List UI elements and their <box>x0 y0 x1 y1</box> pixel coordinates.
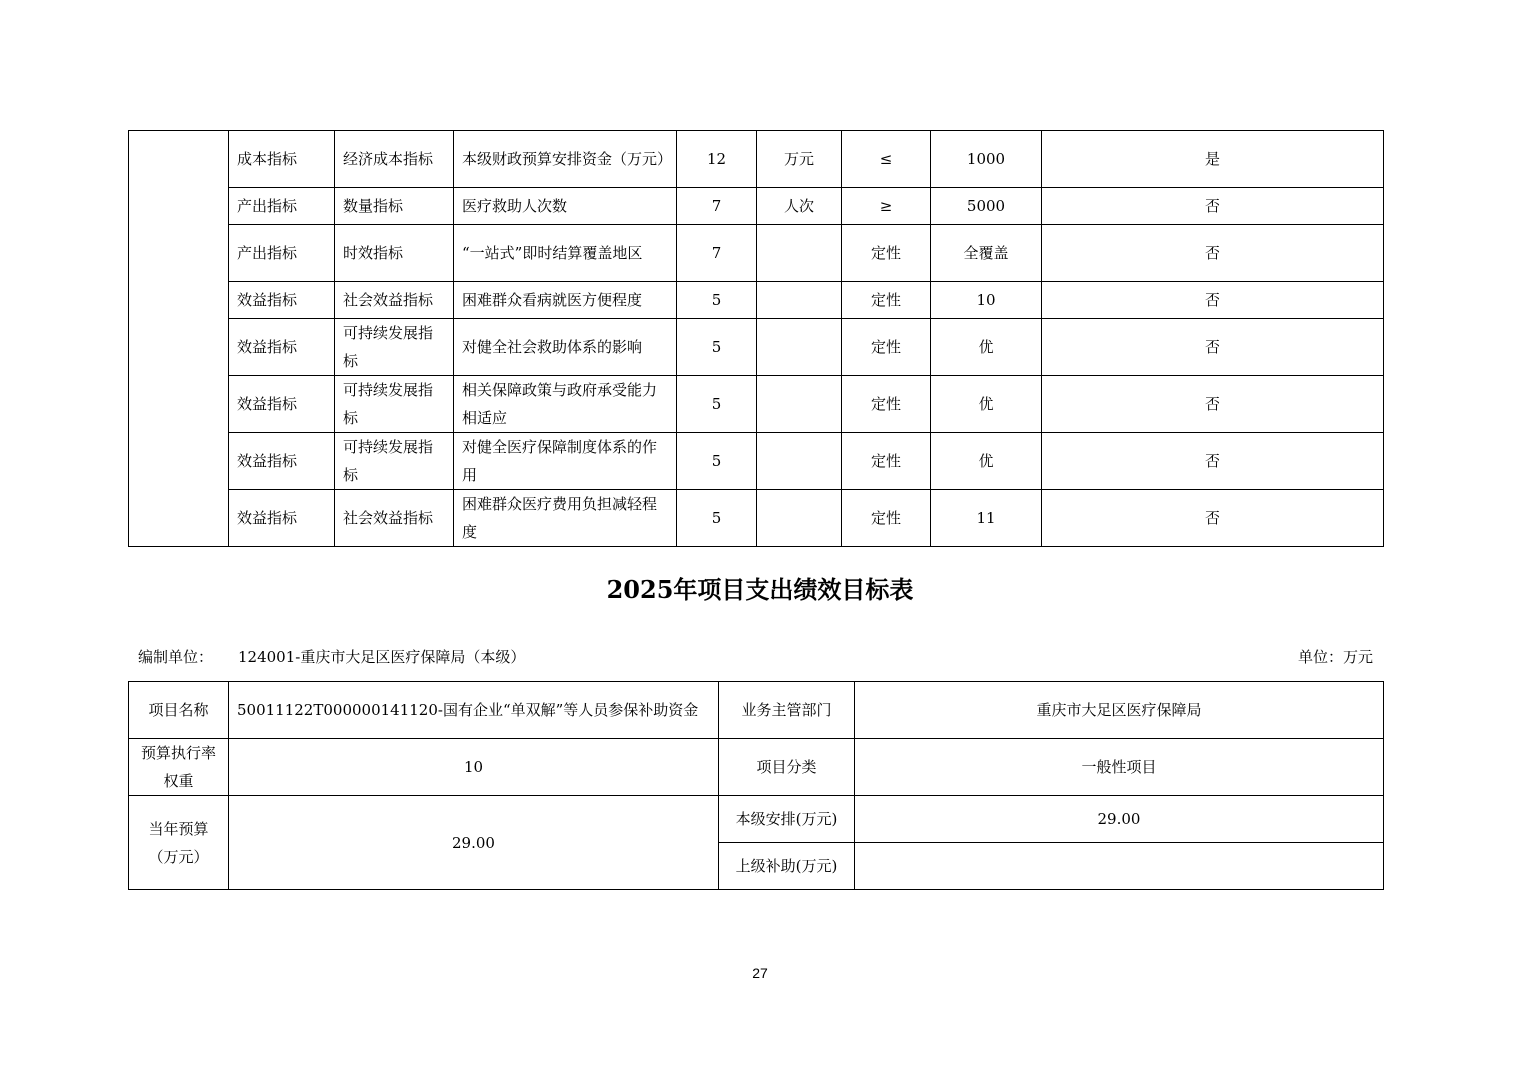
upper-label: 上级补助(万元) <box>719 843 855 890</box>
indicator-weight: 7 <box>677 225 757 282</box>
indicator-level1: 效益指标 <box>229 282 335 319</box>
dept-value: 重庆市大足区医疗保障局 <box>855 682 1384 739</box>
indicator-level1: 效益指标 <box>229 319 335 376</box>
indicator-unit: 人次 <box>757 188 842 225</box>
indicator-operator: 定性 <box>842 282 931 319</box>
local-label: 本级安排(万元) <box>719 796 855 843</box>
indicator-operator: 定性 <box>842 319 931 376</box>
indicator-weight: 5 <box>677 433 757 490</box>
indicator-operator: 定性 <box>842 225 931 282</box>
org-value: 124001-重庆市大足区医疗保障局（本级） <box>238 648 526 666</box>
local-value: 29.00 <box>855 796 1384 843</box>
indicator-unit <box>757 433 842 490</box>
indicator-unit <box>757 376 842 433</box>
form-title: 2025年项目支出绩效目标表 <box>606 575 914 604</box>
indicator-name: 相关保障政策与政府承受能力相适应 <box>454 376 677 433</box>
indicator-level2: 社会效益指标 <box>335 490 454 547</box>
exec-weight-label: 预算执行率权重 <box>129 739 229 796</box>
indicator-name: 困难群众看病就医方便程度 <box>454 282 677 319</box>
exec-weight-value: 10 <box>229 739 719 796</box>
indicator-level2: 经济成本指标 <box>335 131 454 188</box>
indicator-flag: 否 <box>1042 319 1384 376</box>
unit-label: 单位：万元 <box>1297 648 1373 666</box>
dept-label: 业务主管部门 <box>719 682 855 739</box>
indicator-flag: 否 <box>1042 282 1384 319</box>
org-line <box>138 645 525 669</box>
page-number: 27 <box>752 965 768 981</box>
indicator-name: 本级财政预算安排资金（万元） <box>454 131 677 188</box>
indicator-target: 10 <box>931 282 1042 319</box>
indicator-name: “一站式”即时结算覆盖地区 <box>454 225 677 282</box>
indicator-target: 优 <box>931 319 1042 376</box>
indicator-level2: 可持续发展指标 <box>335 376 454 433</box>
indicator-level2: 可持续发展指标 <box>335 319 454 376</box>
indicator-unit <box>757 225 842 282</box>
indicator-group-cell <box>129 131 229 547</box>
indicator-unit <box>757 490 842 547</box>
indicator-weight: 5 <box>677 319 757 376</box>
indicator-level2: 时效指标 <box>335 225 454 282</box>
project-name-value: 50011122T000000141120-国有企业“单双解”等人员参保补助资金 <box>229 682 719 739</box>
indicator-weight: 5 <box>677 376 757 433</box>
indicator-level2: 数量指标 <box>335 188 454 225</box>
indicator-flag: 否 <box>1042 188 1384 225</box>
indicator-level1: 成本指标 <box>229 131 335 188</box>
indicator-level2: 可持续发展指标 <box>335 433 454 490</box>
indicator-target: 5000 <box>931 188 1042 225</box>
category-label: 项目分类 <box>719 739 855 796</box>
indicator-operator: 定性 <box>842 376 931 433</box>
indicator-operator: 定性 <box>842 490 931 547</box>
indicator-name: 对健全医疗保障制度体系的作用 <box>454 433 677 490</box>
indicator-weight: 7 <box>677 188 757 225</box>
category-value: 一般性项目 <box>855 739 1384 796</box>
project-name-label: 项目名称 <box>129 682 229 739</box>
indicator-target: 1000 <box>931 131 1042 188</box>
indicator-operator: ≤ <box>842 131 931 188</box>
budget-value: 29.00 <box>229 796 719 890</box>
indicator-flag: 否 <box>1042 433 1384 490</box>
indicator-level1: 产出指标 <box>229 225 335 282</box>
indicator-level1: 效益指标 <box>229 376 335 433</box>
indicator-target: 全覆盖 <box>931 225 1042 282</box>
indicator-name: 医疗救助人次数 <box>454 188 677 225</box>
indicator-flag: 否 <box>1042 376 1384 433</box>
indicator-target: 11 <box>931 490 1042 547</box>
budget-label: 当年预算（万元） <box>129 796 229 890</box>
indicator-unit <box>757 319 842 376</box>
indicator-operator: 定性 <box>842 433 931 490</box>
indicator-level1: 产出指标 <box>229 188 335 225</box>
indicator-level2: 社会效益指标 <box>335 282 454 319</box>
indicator-target: 优 <box>931 433 1042 490</box>
indicator-weight: 12 <box>677 131 757 188</box>
indicator-target: 优 <box>931 376 1042 433</box>
indicator-weight: 5 <box>677 490 757 547</box>
indicator-name: 困难群众医疗费用负担减轻程度 <box>454 490 677 547</box>
indicator-flag: 否 <box>1042 490 1384 547</box>
project-info-table <box>128 681 1384 890</box>
indicator-flag: 是 <box>1042 131 1384 188</box>
indicator-unit <box>757 282 842 319</box>
org-label: 编制单位： <box>138 648 214 666</box>
indicator-name: 对健全社会救助体系的影响 <box>454 319 677 376</box>
indicator-operator: ≥ <box>842 188 931 225</box>
indicator-weight: 5 <box>677 282 757 319</box>
indicator-flag: 否 <box>1042 225 1384 282</box>
indicator-level1: 效益指标 <box>229 433 335 490</box>
indicator-level1: 效益指标 <box>229 490 335 547</box>
indicator-table <box>128 130 1384 547</box>
indicator-unit: 万元 <box>757 131 842 188</box>
upper-value <box>855 843 1384 890</box>
